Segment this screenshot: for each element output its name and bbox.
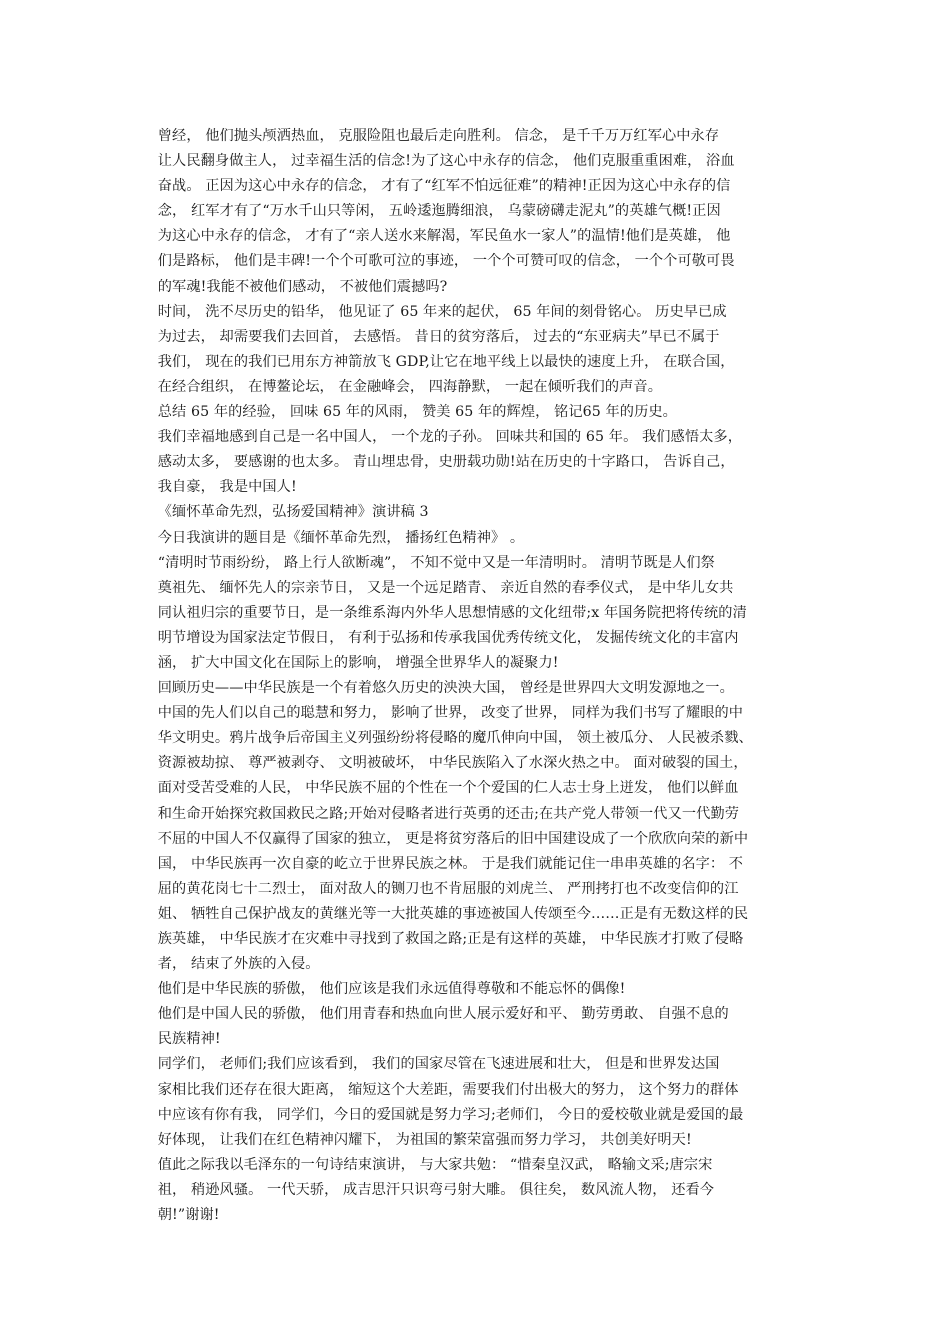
text-line: 在经合组织， 在博鳌论坛， 在金融峰会， 四海静默， 一起在倾听我们的声音。	[157, 378, 662, 395]
text-line: 资源被劫掠、 尊严被剥夺、 文明被破坏， 中华民族陷入了水深火热之中。 面对破裂的国土，	[157, 755, 748, 772]
paragraph	[145, 400, 817, 425]
paragraph	[145, 526, 817, 551]
text-line: 族英雄， 中华民族才在灾难中寻找到了救国之路;正是有这样的英雄， 中华民族才打败了侵略	[157, 931, 744, 947]
text-line: 念， 红军才有了“万水千山只等闲， 五岭逶迤腾细浪， 乌蒙磅礴走泥丸”的英雄气概!正因	[157, 203, 721, 220]
text-line: 明节增设为国家法定节假日， 有利于弘扬和传承我国优秀传统文化， 发掘传统文化的丰富内	[157, 629, 739, 646]
text-line: 中国的先人们以自己的聪慧和努力， 影响了世界， 改变了世界， 同样为我们书写了耀眼的中	[157, 705, 744, 722]
text-line: 我们， 现在的我们已用东方神箭放飞 GDP,让它在地平线上以最快的速度上升， 在联合国，	[157, 353, 735, 370]
text-line: 《缅怀革命先烈，弘扬爱国精神》演讲稿 3	[157, 504, 429, 521]
paragraph	[145, 551, 817, 676]
text-line: 面对受苦受难的人民， 中华民族不屈的个性在一个个爱国的仁人志士身上迸发， 他们以鲜血	[157, 780, 739, 797]
text-line: 家相比我们还存在很大距离， 缩短这个大差距，需要我们付出极大的努力， 这个努力的群体	[157, 1081, 739, 1098]
text-line: 今日我演讲的题目是《缅怀革命先烈， 播扬红色精神》 。	[157, 529, 525, 546]
text-line: 他们是中国人民的骄傲， 他们用青春和热血向世人展示爱好和平、 勤劳勇敢、 自强不息的	[157, 1006, 729, 1023]
text-line: 祖， 稍逊风骚。 一代天骄， 成吉思汗只识弯弓射大雕。 俱往矣， 数风流人物， 还看今	[157, 1181, 715, 1198]
text-line: 为这心中永存的信念， 才有了“亲人送水来解渴，军民鱼水一家人”的温情!他们是英雄， 他	[157, 228, 731, 245]
text-line: 为过去， 却需要我们去回首， 去感悟。 昔日的贫穷落后， 过去的“东亚病夫”早已不属于	[157, 328, 720, 345]
text-line: 和生命开始探究救国救民之路;开始对侵略者进行英勇的还击;在共产党人带领一代又一代勤劳	[157, 805, 740, 822]
text-line: 民族精神!	[157, 1031, 221, 1048]
text-line: 值此之际我以毛泽东的一句诗结束演讲， 与大家共勉： “惜秦皇汉武， 略输文采;唐宗宋	[157, 1156, 713, 1173]
paragraph	[145, 676, 817, 977]
paragraph	[145, 1002, 817, 1052]
text-line: 的军魂!我能不被他们感动， 不被他们震撼吗?	[157, 278, 448, 295]
text-line: 屈的黄花岗七十二烈士， 面对敌人的铡刀也不肯屈服的刘虎兰、 严刑拷打也不改变信仰的江	[157, 880, 739, 897]
text-line: 者， 结束了外族的入侵。	[157, 956, 320, 973]
text-line: 不屈的中国人不仅赢得了国家的独立， 更是将贫穷落后的旧中国建设成了一个欣欣向荣的新中	[157, 830, 749, 847]
text-line: 我自豪， 我是中国人!	[157, 479, 297, 496]
paragraph	[145, 425, 817, 500]
text-line: 同认祖归宗的重要节日，是一条维系海内外华人思想情感的文化纽带;x 年国务院把将传统的清	[157, 604, 747, 621]
paragraph	[145, 300, 817, 400]
paragraph	[145, 1052, 817, 1152]
text-line: “清明时节雨纷纷， 路上行人欲断魂”， 不知不觉中又是一年清明时。 清明节既是人们祭	[157, 554, 715, 571]
text-line: 奠祖先、 缅怀先人的宗亲节日， 又是一个远足踏青、 亲近自然的春季仪式， 是中华儿女共	[157, 579, 734, 596]
text-line: 同学们， 老师们;我们应该看到， 我们的国家尽管在飞速进展和壮大， 但是和世界发达国	[157, 1056, 720, 1073]
text-line: 感动太多， 要感谢的也太多。 青山埋忠骨，史册载功勋!站在历史的十字路口， 告诉自己，	[157, 454, 735, 471]
paragraph	[145, 977, 817, 1002]
text-line: 们是路标， 他们是丰碑!一个个可歌可泣的事迹， 一个个可赞可叹的信念， 一个个可敬可畏	[157, 253, 735, 270]
text-line: 他们是中华民族的骄傲， 他们应该是我们永远值得尊敬和不能忘怀的偶像!	[157, 981, 626, 998]
text-line: 总结 65 年的经验， 回味 65 年的风雨， 赞美 65 年的辉煌， 铭记65 年的历史。	[157, 404, 677, 421]
text-line: 华文明史。鸦片战争后帝国主义列强纷纷将侵略的魔爪伸向中国， 领土被瓜分、 人民被杀戮、	[157, 730, 753, 747]
text-line: 奋战。 正因为这心中永存的信念， 才有了“红军不怕远征难”的精神!正因为这心中永存的信	[157, 178, 731, 195]
text-line: 回顾历史——中华民族是一个有着悠久历史的泱泱大国， 曾经是世界四大文明发源地之一。	[157, 680, 734, 697]
text-line: 中应该有你有我， 同学们，今日的爱国就是努力学习;老师们， 今日的爱校敬业就是爱国的最	[157, 1106, 744, 1123]
text-line: 姐、 牺牲自己保护战友的黄继光等一大批英雄的事迹被国人传颂至今……正是有无数这样的民	[157, 905, 749, 922]
text-line: 让人民翻身做主人， 过幸福生活的信念!为了这心中永存的信念， 他们克服重重困难， 浴血	[157, 153, 735, 170]
text-line: 我们幸福地感到自己是一名中国人， 一个龙的子孙。 回味共和国的 65 年。 我们感悟太多，	[157, 429, 742, 446]
text-line: 涵， 扩大中国文化在国际上的影响， 增强全世界华人的凝聚力!	[157, 654, 559, 671]
document-body	[145, 124, 817, 1228]
text-line: 曾经， 他们抛头颅洒热血， 克服险阻也最后走向胜利。 信念， 是千千万万红军心中永存	[157, 128, 720, 144]
text-line: 国， 中华民族再一次自豪的屹立于世界民族之林。 于是我们就能记住一串串英雄的名字： 不	[157, 855, 744, 872]
paragraph	[145, 500, 817, 525]
paragraph	[145, 1153, 817, 1228]
text-line: 时间， 洗不尽历史的铅华， 他见证了 65 年来的起伏， 65 年间的刻骨铭心。 历史早已成	[157, 303, 727, 320]
paragraph	[145, 124, 817, 300]
text-line: 朝!”谢谢!	[157, 1207, 220, 1224]
text-line: 好体现， 让我们在红色精神闪耀下， 为祖国的繁荣富强而努力学习， 共创美好明天!	[157, 1131, 692, 1148]
